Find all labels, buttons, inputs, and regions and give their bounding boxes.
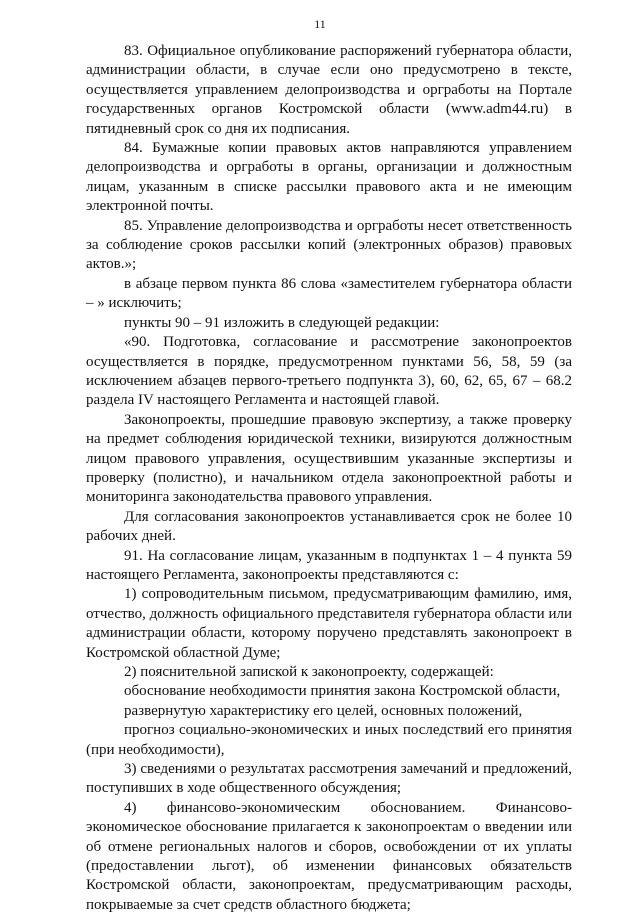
list-item-2-sub-3: прогноз социально-экономических и иных последствий его принятия (при необходимости), (86, 722, 572, 758)
list-item-3: 3) сведениями о результатах рассмотрения замечаний и предложений, поступивших в ходе общественного обсуждения; (86, 761, 572, 797)
list-item-4: 4) финансово-экономическим обоснованием. Финансово-экономическое обоснование прилагается к законопроектам о введении или об отмене региональных налогов и сборов, освобождении от их уплаты (предоставлении льгот), об изменении финансовых обязательств Костромской области, законопроектам, предусматривающим расходы, покрываемые за счет средств областного бюджета; (86, 799, 572, 913)
document-body (86, 42, 572, 915)
amendment-points-90-91: пункты 90 – 91 изложить в следующей редакции: (124, 314, 440, 331)
page-number: 11 (314, 17, 326, 31)
paragraph-90-visas: Законопроекты, прошедшие правовую экспертизу, а также проверку на предмет соблюдения юридической техники, визируются должностным лицом правового управления, осуществившим указанные экспертизы и проверку (полистно), и начальником отдела законопроектной работы и мониторинга законодательства правового управления. (86, 411, 572, 506)
list-item-2-sub-2: развернутую характеристику его целей, основных положений, (124, 702, 523, 719)
paragraph-83: 83. Официальное опубликование распоряжений губернатора области, администрации области, в случае если оно предусмотрено в тексте, осуществляется управлением делопроизводства и оргработы на Портале государственных органов Костромской области (www.adm44.ru) в пятидневный срок со дня их подписания. (86, 43, 572, 137)
list-item-1: 1) сопроводительным письмом, предусматривающим фамилию, имя, отчество, должность официального представителя губернатора области или администрации области, которому поручено представлять законопроект в Костромской областной Думе; (86, 586, 572, 661)
amendment-point-86: в абзаце первом пункта 86 слова «заместителем губернатора области – » исключить; (86, 275, 572, 312)
list-item-2-sub-1: обоснование необходимости принятия закона Костромской области, (124, 683, 561, 700)
paragraph-84: 84. Бумажные копии правовых актов направляются управлением делопроизводства и оргработы в органы, организации и должностным лицам, указанным в списке рассылки правового акта и не имеющим электронной почты. (86, 140, 572, 215)
paragraph-85: 85. Управление делопроизводства и оргработы несет ответственность за соблюдение сроков рассылки копий (электронных образов) правовых актов.»; (86, 217, 572, 273)
paragraph-91: 91. На согласование лицам, указанным в подпунктах 1 – 4 пункта 59 настоящего Регламента, законопроекты представляются с: (86, 547, 572, 583)
paragraph-90: «90. Подготовка, согласование и рассмотрение законопроектов осуществляется в порядке, предусмотренном пунктами 56, 58, 59 (за исключением абзацев первого-третьего подпункта 3), 60, 62, 65, 67 – 68.2 раздела IV настоящего Регламента и настоящей главой. (86, 334, 572, 409)
list-item-2: 2) пояснительной запиской к законопроекту, содержащей: (124, 664, 494, 680)
paragraph-90-deadline: Для согласования законопроектов устанавливается срок не более 10 рабочих дней. (86, 508, 572, 545)
